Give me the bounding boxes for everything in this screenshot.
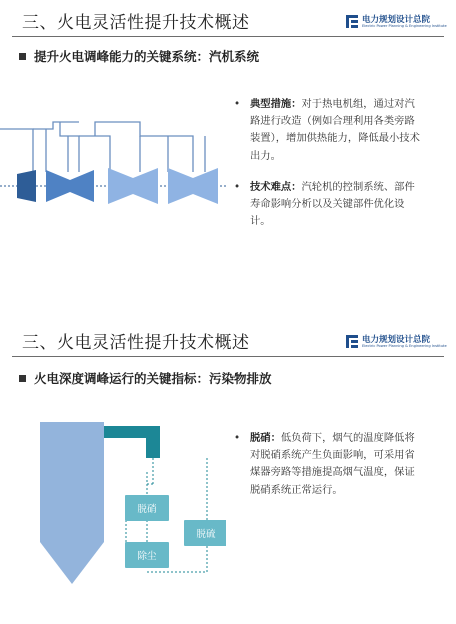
lp-turbine-shape-1 <box>108 168 158 204</box>
page-title: 三、火电灵活性提升技术概述 <box>22 13 250 33</box>
slide-emissions <box>0 312 456 624</box>
bullet-label: 脱硝： <box>250 432 281 444</box>
brand-logo <box>346 14 447 34</box>
section-subtitle: 提升火电调峰能力的关键系统：汽机系统 <box>34 49 260 64</box>
bullet-dot: • <box>234 98 241 110</box>
main-steam-pipe <box>0 129 33 172</box>
steam-turbine-diagram <box>0 112 226 222</box>
desulfurization-label: 脱硫 <box>196 529 216 540</box>
bullet-text: 低负荷下，烟气的温度降低将对脱硝系统产生负面影响，可采用省煤器旁路等措施提高烟气温度，保证脱硝系统正常运行。 <box>250 432 415 496</box>
bullet-item <box>234 430 420 499</box>
section-subtitle: 火电深度调峰运行的关键指标：污染物排放 <box>34 371 272 386</box>
brand-logo-icon <box>346 15 359 28</box>
ip-turbine-shape <box>46 170 94 202</box>
hp-turbine-shape <box>17 170 36 202</box>
steam-pipes <box>0 122 205 172</box>
bullet-text: 对于热电机组，通过对汽路进行改造（例如合理利用各类旁路装置），增加供热能力，降低最小技术出力。 <box>250 98 420 162</box>
denitration-label: 脱硝 <box>137 504 157 515</box>
bullet-list <box>234 96 420 240</box>
brand-name: 电力规划设计总院 <box>362 15 431 25</box>
bullet-list <box>234 430 420 509</box>
flue-duct-shape <box>104 426 160 458</box>
bullet-item <box>234 179 420 231</box>
brand-name-en: Electric Power Planning & Engineering Institute <box>362 24 447 28</box>
brand-logo-icon <box>346 335 359 348</box>
bullet-item <box>234 96 420 165</box>
bullet-text: 汽轮机的控制系统、部件寿命影响分析以及关键部件优化设计。 <box>250 180 415 228</box>
dust-removal-label: 除尘 <box>137 551 157 562</box>
bullet-label: 典型措施： <box>250 98 302 110</box>
lp-turbine-shape-2 <box>168 168 218 204</box>
brand-name: 电力规划设计总院 <box>362 335 431 345</box>
brand-logo <box>346 334 447 354</box>
bullet-dot: • <box>234 432 241 444</box>
title-divider <box>12 356 444 357</box>
subtitle-square-icon <box>19 375 26 382</box>
flue-gas-diagram <box>0 412 226 590</box>
subtitle-square-icon <box>19 53 26 60</box>
reheat-pipe <box>79 136 110 172</box>
bullet-label: 技术难点： <box>250 180 302 193</box>
bullet-dot: • <box>234 180 241 193</box>
page-title: 三、火电灵活性提升技术概述 <box>22 333 250 353</box>
boiler-shape <box>40 422 104 584</box>
title-divider <box>12 36 444 37</box>
brand-name-en: Electric Power Planning & Engineering Institute <box>362 344 447 348</box>
